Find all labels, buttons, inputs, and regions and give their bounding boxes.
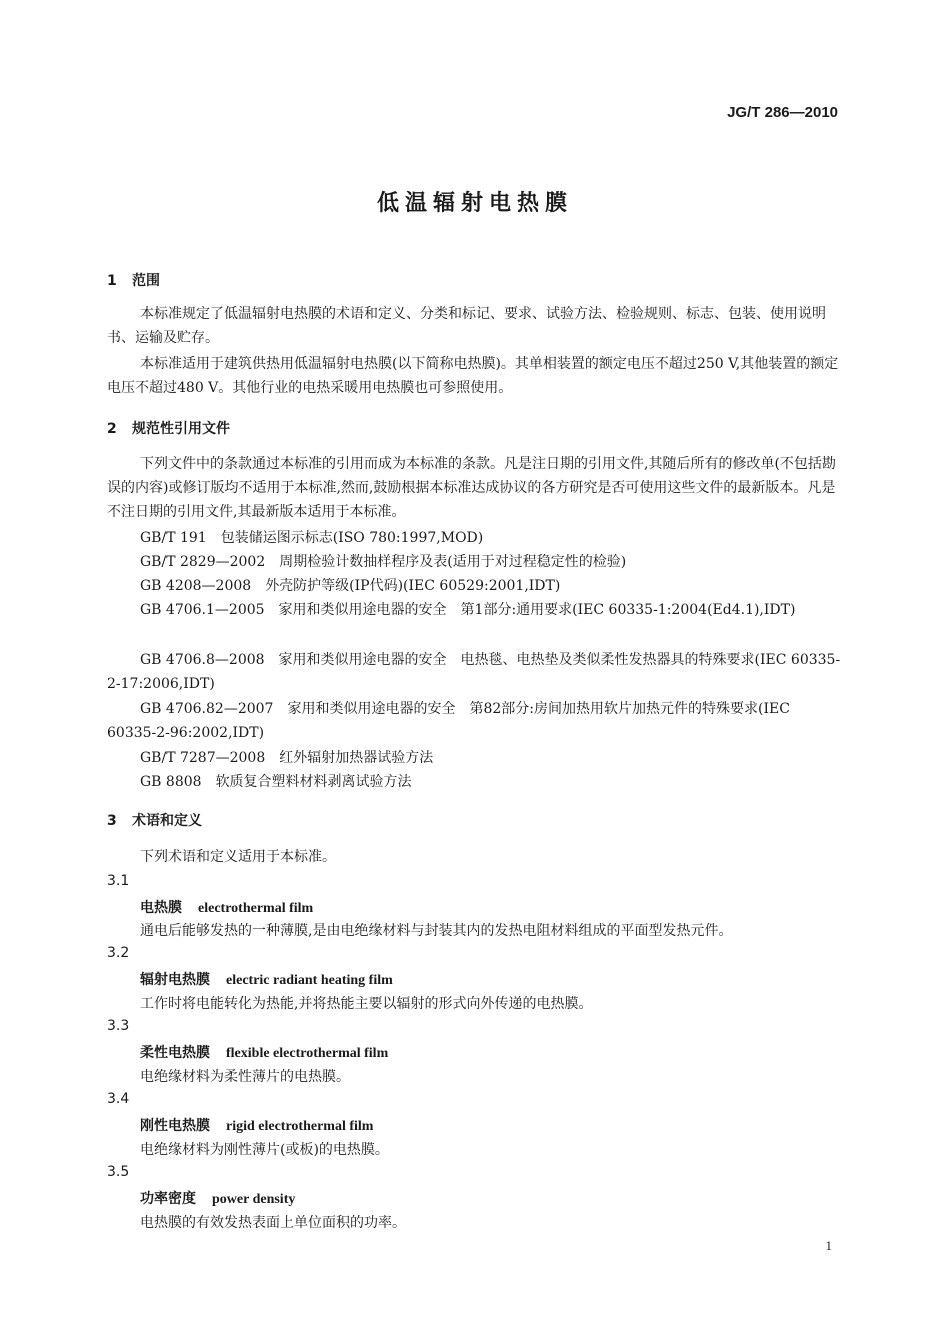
reference-code: GB 4706.8—2008 xyxy=(140,652,265,668)
reference-item xyxy=(107,598,842,622)
reference-text: 家用和类似用途电器的安全 电热毯、电热垫及类似柔性发热器具的特殊要求(IEC 60335-2-17:2006,IDT) xyxy=(107,652,841,692)
reference-item xyxy=(140,526,483,550)
term-en: flexible electrothermal film xyxy=(226,1046,389,1061)
reference-text: 周期检验计数抽样程序及表(适用于对过程稳定性的检验) xyxy=(279,554,627,570)
section-title: 规范性引用文件 xyxy=(132,421,230,437)
reference-text: 家用和类似用途电器的安全 第82部分:房间加热用软片加热元件的特殊要求(IEC 60335-2-96:2002,IDT) xyxy=(107,701,790,741)
term-title xyxy=(140,1115,373,1135)
term-title xyxy=(140,969,393,989)
term-title xyxy=(140,1188,295,1208)
section-heading xyxy=(107,810,202,830)
reference-item xyxy=(140,746,433,770)
reference-text: 家用和类似用途电器的安全 第1部分:通用要求(IEC 60335-1:2004(Ed4.1),IDT) xyxy=(278,602,796,618)
term-en: electric radiant heating film xyxy=(226,973,393,988)
term-definition: 电绝缘材料为刚性薄片(或板)的电热膜。 xyxy=(140,1142,389,1158)
term-zh: 功率密度 xyxy=(140,1191,196,1207)
section-heading xyxy=(107,270,160,290)
section-title: 术语和定义 xyxy=(132,813,202,829)
term-zh: 辐射电热膜 xyxy=(140,972,210,988)
reference-text: 红外辐射加热器试验方法 xyxy=(279,750,434,766)
paragraph xyxy=(107,452,842,524)
term-title xyxy=(140,897,313,917)
reference-item xyxy=(107,648,842,696)
standard-code: JG/T 286—2010 xyxy=(727,104,838,121)
reference-item xyxy=(140,770,412,794)
page-number: 1 xyxy=(825,1238,832,1253)
term-number: 3.5 xyxy=(107,1164,130,1180)
term-number: 3.2 xyxy=(107,945,130,961)
document-title: 低温辐射电热膜 xyxy=(376,191,573,216)
paragraph-text: 下列术语和定义适用于本标准。 xyxy=(140,849,336,865)
reference-item xyxy=(140,574,560,598)
reference-text: 软质复合塑料材料剥离试验方法 xyxy=(215,774,412,790)
section-number: 3 xyxy=(107,813,117,829)
reference-item xyxy=(107,697,842,745)
reference-code: GB/T 2829—2002 xyxy=(140,554,266,570)
reference-item xyxy=(140,550,626,574)
section-number: 2 xyxy=(107,421,117,437)
term-zh: 柔性电热膜 xyxy=(140,1045,210,1061)
reference-text: 外壳防护等级(IP代码)(IEC 60529:2001,IDT) xyxy=(265,578,561,594)
reference-code: GB 4706.1—2005 xyxy=(140,602,265,618)
paragraph-text: 本标准适用于建筑供热用低温辐射电热膜(以下简称电热膜)。其单相装置的额定电压不超过250 V,其他装置的额定电压不超过480 V。其他行业的电热采暖用电热膜也可参照使用。 xyxy=(107,356,839,396)
paragraph xyxy=(107,302,842,350)
term-title xyxy=(140,1042,388,1062)
term-definition: 工作时将电能转化为热能,并将热能主要以辐射的形式向外传递的电热膜。 xyxy=(140,996,593,1012)
reference-code: GB 8808 xyxy=(140,774,202,790)
section-heading xyxy=(107,418,230,438)
term-definition: 电绝缘材料为柔性薄片的电热膜。 xyxy=(140,1069,350,1085)
term-en: electrothermal film xyxy=(198,901,314,916)
paragraph xyxy=(107,845,842,869)
paragraph-text: 本标准规定了低温辐射电热膜的术语和定义、分类和标记、要求、试验方法、检验规则、标志、包装、使用说明书、运输及贮存。 xyxy=(107,306,826,346)
reference-text: 包装储运图示标志(ISO 780:1997,MOD) xyxy=(220,530,484,546)
section-number: 1 xyxy=(107,273,117,289)
term-en: rigid electrothermal film xyxy=(226,1119,374,1134)
term-definition: 通电后能够发热的一种薄膜,是由电绝缘材料与封装其内的发热电阻材料组成的平面型发热元件。 xyxy=(140,923,733,939)
reference-code: GB/T 191 xyxy=(140,530,207,546)
paragraph-text: 下列文件中的条款通过本标准的引用而成为本标准的条款。凡是注日期的引用文件,其随后所有的修改单(不包括勘误的内容)或修订版均不适用于本标准,然而,鼓励根据本标准达成协议的各方研究是否可使用这些文件的最新版本。凡是不注日期的引用文件,其最新版本适用于本标准。 xyxy=(107,456,836,520)
term-en: power density xyxy=(212,1192,296,1207)
reference-code: GB/T 7287—2008 xyxy=(140,750,266,766)
term-zh: 电热膜 xyxy=(140,900,182,916)
reference-code: GB 4208—2008 xyxy=(140,578,252,594)
term-zh: 刚性电热膜 xyxy=(140,1118,210,1134)
term-number: 3.1 xyxy=(107,873,130,889)
reference-code: GB 4706.82—2007 xyxy=(140,701,274,717)
section-title: 范围 xyxy=(132,273,160,289)
paragraph xyxy=(107,352,842,400)
term-number: 3.4 xyxy=(107,1091,130,1107)
term-definition: 电热膜的有效发热表面上单位面积的功率。 xyxy=(140,1215,406,1231)
term-number: 3.3 xyxy=(107,1018,130,1034)
